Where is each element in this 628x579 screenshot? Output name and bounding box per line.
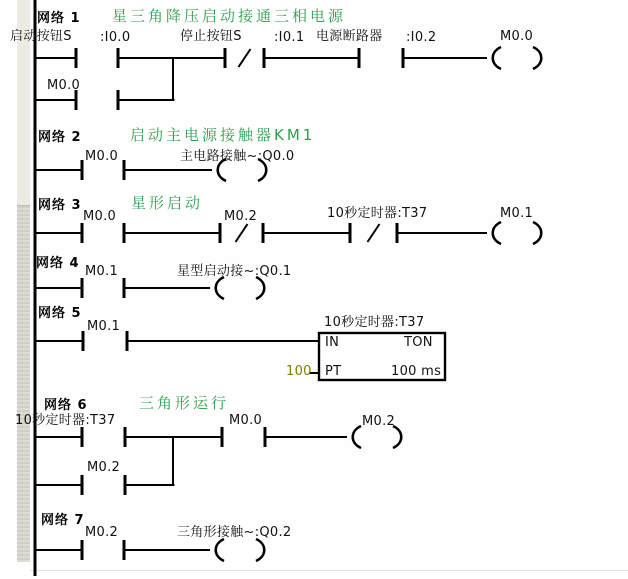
timer-type-label: TON <box>404 335 433 350</box>
network-2-title[interactable]: 启动主电源接触器KM1 <box>130 126 316 144</box>
network-4-header[interactable]: 网络 4 <box>36 256 80 271</box>
contact-address-label[interactable]: M0.2 <box>87 460 121 475</box>
network-5-rung <box>35 331 445 380</box>
contact-address-label[interactable]: :I0.1 <box>274 30 305 45</box>
network-7-header[interactable]: 网络 7 <box>41 513 85 528</box>
no-contact-M0.0-branch[interactable] <box>75 90 120 110</box>
coil-M0.1[interactable] <box>493 222 542 244</box>
coil-address-label[interactable]: M0.0 <box>500 29 534 44</box>
coil-address-label[interactable]: 三角形接触~:Q0.2 <box>177 525 292 540</box>
timer-pt-value[interactable]: 100 <box>286 364 312 379</box>
contact-symbol-label[interactable]: 启动按钮S <box>10 29 72 44</box>
nc-slash <box>236 224 248 242</box>
contact-address-label[interactable]: :I0.0 <box>100 30 131 45</box>
contact-symbol-label[interactable]: 10秒定时器:T37 <box>327 206 428 221</box>
nc-slash <box>368 224 380 242</box>
coil-address-label[interactable]: 主电路接触~:Q0.0 <box>180 149 295 164</box>
network-6-title[interactable]: 三角形运行 <box>139 394 230 412</box>
contact-address-label[interactable]: M0.0 <box>229 413 263 428</box>
contact-symbol-label[interactable]: 停止按钮S <box>180 29 242 44</box>
coil-M0.0[interactable] <box>493 47 542 69</box>
no-contact-I0.0[interactable] <box>75 48 120 68</box>
network-1-rung <box>35 47 541 110</box>
network-6-header[interactable]: 网络 6 <box>44 398 88 413</box>
coil-address-label[interactable]: M0.1 <box>500 206 534 221</box>
network-2-header[interactable]: 网络 2 <box>38 130 82 145</box>
no-contact-M0.0[interactable] <box>221 427 267 447</box>
coil-Q0.2[interactable] <box>216 539 265 561</box>
contact-address-label[interactable]: M0.0 <box>47 78 81 93</box>
timer-base-label: 100 ms <box>391 364 442 379</box>
network-4-rung <box>35 277 264 299</box>
contact-symbol-label[interactable]: 电源断路器 <box>316 29 383 44</box>
contact-address-label[interactable]: M0.2 <box>224 209 258 224</box>
timer-symbol-label[interactable]: 10秒定时器:T37 <box>324 315 425 330</box>
contact-address-label[interactable]: M0.2 <box>85 525 119 540</box>
contact-address-label[interactable]: M0.0 <box>85 149 119 164</box>
contact-address-label[interactable]: M0.1 <box>85 264 119 279</box>
no-contact-M0.2[interactable] <box>81 540 126 560</box>
network-3-header[interactable]: 网络 3 <box>38 198 82 213</box>
contact-address-label[interactable]: :I0.2 <box>406 30 437 45</box>
network-1-header[interactable]: 网络 1 <box>37 11 81 26</box>
no-contact-T37[interactable] <box>81 427 127 447</box>
timer-in-pin-label: IN <box>325 335 340 350</box>
no-contact-M0.1[interactable] <box>81 278 126 298</box>
timer-pt-pin-label: PT <box>325 364 342 379</box>
coil-address-label[interactable]: 星型启动接~:Q0.1 <box>177 264 292 279</box>
coil-Q0.1[interactable] <box>216 277 265 299</box>
coil-M0.2[interactable] <box>353 426 402 448</box>
no-contact-I0.2[interactable] <box>358 48 405 68</box>
network-5-header[interactable]: 网络 5 <box>38 306 82 321</box>
contact-address-label[interactable]: M0.1 <box>87 319 121 334</box>
nc-slash <box>239 49 251 67</box>
coil-address-label[interactable]: M0.2 <box>362 414 396 429</box>
nc-contact-M0.2[interactable] <box>219 223 265 243</box>
no-contact-M0.2-branch[interactable] <box>81 475 127 495</box>
network-1-title[interactable]: 星三角降压启动接通三相电源 <box>112 7 347 25</box>
contact-address-label[interactable]: M0.0 <box>83 209 117 224</box>
contact-symbol-label[interactable]: 10秒定时器:T37 <box>15 413 116 428</box>
network-7-rung <box>35 539 264 561</box>
no-contact-M0.1[interactable] <box>82 331 129 351</box>
network-3-title[interactable]: 星形启动 <box>131 194 204 212</box>
nc-contact-T37[interactable] <box>349 223 399 243</box>
network-3-rung <box>35 222 541 244</box>
no-contact-M0.0[interactable] <box>81 223 126 243</box>
nc-contact-I0.1[interactable] <box>224 48 266 68</box>
